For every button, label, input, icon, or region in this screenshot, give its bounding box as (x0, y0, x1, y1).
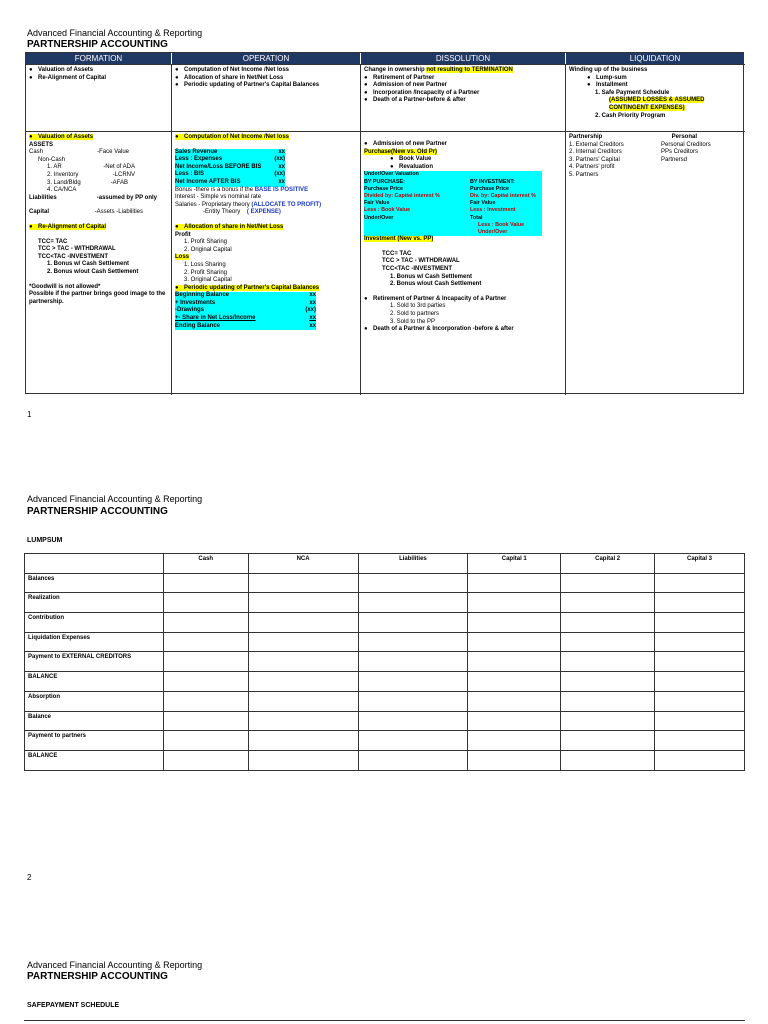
liquidation-summary: Winding up of the business ● Lump-sum ● Installment 1. Safe Payment Schedule (ASSUMED LOSSES & ASSUMED CONTINGENT EXPENSES) 2. Cash Priority Program (566, 64, 745, 131)
table-row (25, 613, 745, 633)
page1-title: PARTNERSHIP ACCOUNTING (27, 39, 168, 50)
table-row (25, 711, 745, 731)
row-label: Balances (25, 573, 164, 593)
lumpsum-table (24, 553, 745, 771)
safe-payment-table-top (24, 1020, 745, 1024)
operation-summary: ● Computation of Net Income /Net loss ● Allocation of share in Net/Net Loss ● Periodic updating of Partner's Capital Balances (172, 64, 361, 131)
lumpsum-col-blank (25, 554, 164, 574)
lumpsum-col-nca: NCA (248, 554, 358, 574)
row-label: Liquidation Expenses (25, 632, 164, 652)
page2-title: PARTNERSHIP ACCOUNTING (27, 506, 168, 517)
page3-title: PARTNERSHIP ACCOUNTING (27, 971, 168, 982)
header-operation: OPERATION (172, 53, 361, 64)
header-formation: FORMATION (26, 53, 172, 64)
dissolution-detail: ● Admission of new Partner Purchase(New vs. Old Pr) ● Book Value ● Revaluation Under/Over Valuation BY PURCHASE: BY INVESTMENT: Purchase Price Purchase Price Divided by: Capital interest % Div. by: Capital interest % Fair Value Fair Value Less : Book Value Less : Investment Under/Over Total Less : Book Value Under/Over Investment (New vs. PP) TCC= TAC TCC > TAC - WITHDRAWAL TCC<TAC -INVESTMENT 1. Bonus w/ Cash Settlement 2. Bonus w/out Cash Settlement ● Retirement of Partner & Incapacity of a Partner 1. Sold to 3rd parties 2. Sold to partners 3. Sold to the PP ● Death of a Partner & Incorporation -before & after (361, 131, 566, 395)
row-label: Contribution (25, 613, 164, 633)
row-label: BALANCE (25, 750, 164, 770)
table-row (25, 691, 745, 711)
lumpsum-col-capital-3: Capital 3 (655, 554, 745, 574)
table-row (25, 632, 745, 652)
lumpsum-header-row (25, 554, 745, 574)
page2-number: 2 (27, 873, 32, 882)
lumpsum-col-capital-1: Capital 1 (468, 554, 561, 574)
row-label: Balance (25, 711, 164, 731)
page1-number: 1 (27, 410, 32, 419)
page3-subtitle: Advanced Financial Accounting & Reporting (27, 960, 203, 970)
row-label: Payment to EXTERNAL CREDITORS (25, 652, 164, 672)
lumpsum-label: LUMPSUM (27, 537, 63, 544)
row-label: Absorption (25, 691, 164, 711)
lumpsum-col-cash: Cash (163, 554, 248, 574)
row-label: BALANCE (25, 672, 164, 692)
table-row (25, 573, 745, 593)
page2-subtitle: Advanced Financial Accounting & Reporting (27, 494, 203, 504)
operation-detail: ● Computation of Net Income /Net loss Sales Revenue xx Less : Expenses (xx) Net Income/Loss BEFORE BIS xx Less : BIS (xx) Net Income AFTER BIS xx Bonus -there is a bonus if the BASE IS POSITIVE Interest - Simple vs nominal rate Salaries - Proprietary theory (ALLOCATE TO PROFIT) -Entity Theory ( EXPENSE) ● Allocation of share in Net/Net Loss Profit 1. Profit Sharing 2. Original Capital Loss 1. Loss Sharing 2. Profit Sharing 3. Original Capital ● Periodic updating of Partner's Capital Balances Beginning Balance xx + Investments xx -Drawings (xx) +- Share in Net Loss/Income xx Ending Balance xx (172, 131, 361, 395)
overview-table (25, 52, 744, 394)
page1-subtitle: Advanced Financial Accounting & Reporting (27, 28, 203, 38)
row-label: Payment to partners (25, 731, 164, 751)
header-liquidation: LIQUIDATION (566, 53, 745, 64)
safe-payment-label: SAFEPAYMENT SCHEDULE (27, 1002, 120, 1009)
table-row (25, 652, 745, 672)
formation-detail: ● Valuation of Assets ASSETS Cash -Face Value Non-Cash 1. AR -Net of ADA 2. Inventory -LCRNV 3. Land/Bldg -AFAB 4. CA/NCA Liabilities -assumed by PP only Capital -Assets -Liabilities ● Re-Alignment of Capital TCC= TAC TCC > TAC - WITHDRAWAL TCC<TAC -INVESTMENT 1. Bonus w/ Cash Settlement 2. Bonus w/out Cash Settlement *Goodwill is not allowed* Possible if the partner brings good image to the partnership. (26, 131, 172, 395)
table-row (25, 731, 745, 751)
header-dissolution: DISSOLUTION (361, 53, 566, 64)
formation-summary: ● Valuation of Assets ● Re-Alignment of Capital (26, 64, 172, 131)
table-row (25, 593, 745, 613)
lumpsum-col-liabilities: Liabilities (358, 554, 468, 574)
table-row (25, 672, 745, 692)
liquidation-detail: Partnership Personal 1. External Creditors Personal Creditors 2. Internal Creditors PPs Creditors 3. Partners' Capital Partnersd 4. Partners' profit 5. Partners (566, 131, 745, 395)
lumpsum-col-capital-2: Capital 2 (561, 554, 655, 574)
row-label: Realization (25, 593, 164, 613)
dissolution-summary: Change in ownership not resulting to TERMINATION ● Retirement of Partner ● Admission of new Partner ● Incorporation /Incapacity of a Partner ● Death of a Partner-before & after (361, 64, 566, 131)
table-row (25, 750, 745, 770)
